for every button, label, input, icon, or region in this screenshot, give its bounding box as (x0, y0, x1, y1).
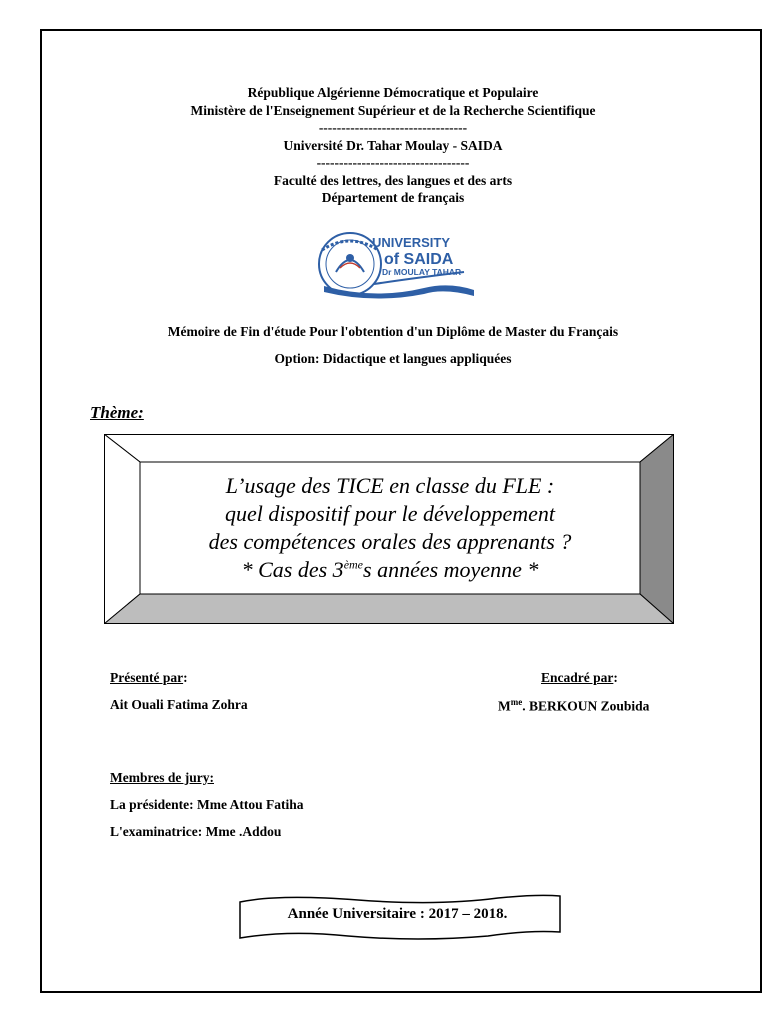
university-line: Université Dr. Tahar Moulay - SAIDA (283, 137, 503, 153)
academic-year-text: Année Universitaire : 2017 – 2018. (287, 906, 508, 922)
separator-line: --------------------------------- (318, 120, 468, 135)
logo-text-university: UNIVERSITY (372, 235, 451, 250)
department-line: Département de français (321, 190, 465, 205)
jury-examinatrice: L'examinatrice: Mme .Addou (110, 824, 282, 839)
faculty-line: Faculté des lettres, des langues et des arts (273, 172, 513, 188)
theme-title-line: des compétences orales des apprenants ? (208, 529, 572, 554)
supervisor-name: $M^{me}$. BERKOUN Zoubida (498, 697, 650, 714)
option-line: Option: Didactique et langues appliquées (274, 351, 512, 366)
theme-title-line: L’usage des TICE en classe du FLE : (225, 473, 555, 498)
ministry-line: Ministère de l'Enseignement Supérieur et de la Recherche Scientifique (190, 102, 596, 118)
presente-label: Présenté par: (110, 670, 188, 685)
jury-label: Membres de jury: (110, 770, 214, 785)
logo-text-saida: of SAIDA (384, 251, 454, 268)
student-name: Ait Ouali Fatima Zohra (110, 697, 248, 712)
encadre-label: Encadré par: (541, 670, 618, 685)
memoire-line: Mémoire de Fin d'étude Pour l'obtention d'un Diplôme de Master du Français (167, 324, 619, 339)
theme-title-line: quel dispositif pour le développement (225, 501, 555, 526)
separator-line: ---------------------------------- (316, 155, 470, 170)
institution-header (40, 84, 746, 207)
theme-title (140, 462, 640, 594)
university-logo (314, 228, 480, 300)
republic-line: République Algérienne Démocratique et Populaire (247, 85, 539, 100)
jury-presidente: La présidente: Mme Attou Fatiha (110, 797, 304, 812)
theme-title-line: * Cas des 3èmes années moyenne * (241, 557, 539, 582)
theme-label: Thème: (90, 403, 144, 422)
logo-text-moulay: Dr MOULAY TAHAR (382, 267, 462, 277)
